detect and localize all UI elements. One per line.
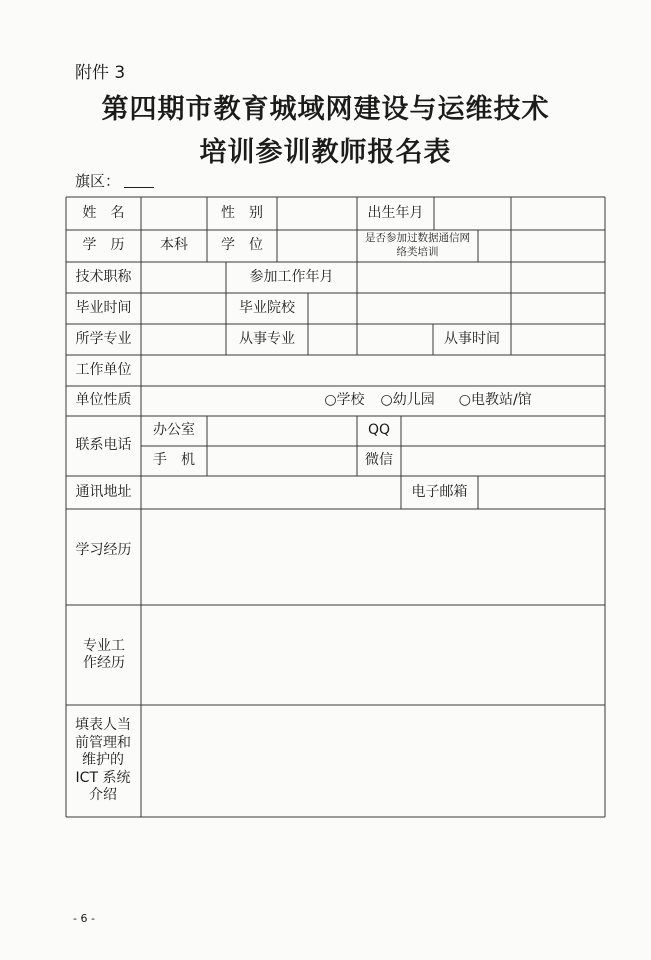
mobile-label: 手 机 bbox=[153, 452, 195, 469]
address-label: 通讯地址 bbox=[75, 483, 132, 500]
study-label: 学习经历 bbox=[75, 542, 132, 559]
ict-label: 填表人当前管理和维护的ICT 系统介绍 bbox=[75, 717, 131, 804]
major-input[interactable] bbox=[141, 324, 226, 355]
qq-label: QQ bbox=[367, 422, 391, 439]
job-major-label: 从事专业 bbox=[239, 330, 295, 347]
qq-input[interactable] bbox=[401, 416, 605, 446]
option-av-station[interactable]: ○电教站/馆 bbox=[458, 392, 532, 409]
work-exp-input[interactable] bbox=[141, 605, 605, 705]
degree-label: 学 位 bbox=[221, 237, 263, 254]
unit-type-label: 单位性质 bbox=[75, 392, 132, 409]
email-input[interactable] bbox=[478, 476, 605, 509]
attachment-label: 附件 3 bbox=[75, 63, 126, 83]
grad-time-label: 毕业时间 bbox=[75, 299, 132, 316]
option-school[interactable]: ○学校 bbox=[324, 392, 365, 409]
employer-label: 工作单位 bbox=[75, 361, 132, 378]
job-major-input[interactable] bbox=[308, 324, 433, 355]
phone-label: 联系电话 bbox=[75, 437, 132, 454]
mobile-input[interactable] bbox=[207, 446, 357, 476]
email-label: 电子邮箱 bbox=[411, 483, 468, 500]
form-title-line1: 第四期市教育城域网建设与运维技术 bbox=[101, 94, 550, 125]
title-input[interactable] bbox=[141, 262, 226, 293]
major-label: 所学专业 bbox=[75, 330, 132, 347]
address-input[interactable] bbox=[141, 476, 401, 509]
school-input[interactable] bbox=[308, 293, 511, 324]
work-start-input[interactable] bbox=[357, 262, 511, 293]
office-label: 办公室 bbox=[153, 422, 195, 439]
work-exp-label: 专业工作经历 bbox=[83, 637, 125, 671]
training-question-label: 是否参加过数据通信网络类培训 bbox=[365, 232, 470, 258]
employer-input[interactable] bbox=[141, 355, 605, 386]
education-label: 学 历 bbox=[82, 237, 125, 254]
birth-label: 出生年月 bbox=[367, 204, 424, 221]
training-answer-input[interactable] bbox=[478, 230, 511, 262]
degree-input[interactable] bbox=[277, 230, 357, 262]
name-label: 姓 名 bbox=[82, 204, 125, 221]
page-number: - 6 - bbox=[73, 912, 95, 925]
unit-type-options bbox=[141, 386, 605, 416]
ict-input[interactable] bbox=[141, 705, 605, 817]
gender-label: 性 别 bbox=[221, 204, 263, 221]
wechat-input[interactable] bbox=[401, 446, 605, 476]
option-kindergarten[interactable]: ○幼儿园 bbox=[380, 392, 435, 409]
photo-box[interactable] bbox=[511, 197, 605, 355]
study-input[interactable] bbox=[141, 509, 605, 605]
grad-time-input[interactable] bbox=[141, 293, 226, 324]
office-input[interactable] bbox=[207, 416, 357, 446]
region-label: 旗区： bbox=[75, 172, 121, 190]
school-label: 毕业院校 bbox=[239, 299, 295, 316]
wechat-label: 微信 bbox=[365, 452, 393, 469]
work-start-label: 参加工作年月 bbox=[249, 268, 334, 285]
name-input[interactable] bbox=[141, 197, 207, 230]
form-title-line2: 培训参训教师报名表 bbox=[199, 137, 452, 168]
title-label: 技术职称 bbox=[75, 268, 132, 285]
birth-input[interactable] bbox=[434, 197, 511, 230]
job-time-label: 从事时间 bbox=[444, 330, 500, 347]
education-value[interactable]: 本科 bbox=[160, 237, 188, 254]
gender-input[interactable] bbox=[277, 197, 357, 230]
